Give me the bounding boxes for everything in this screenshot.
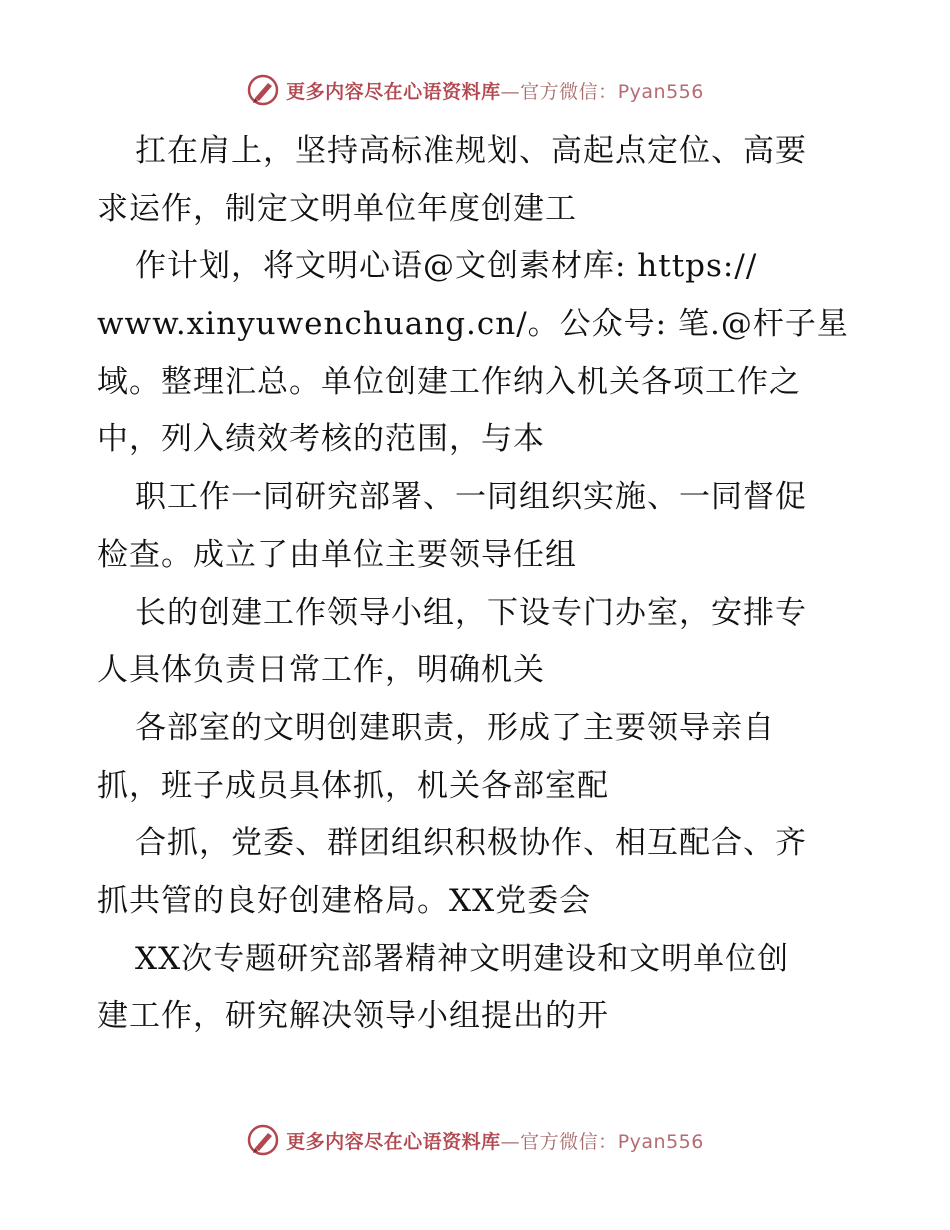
paragraph-line: 长的创建工作领导小组，下设专门办室，安排专: [135, 594, 807, 631]
watermark-text: [286, 77, 704, 104]
watermark-contact: 官方微信：: [520, 80, 618, 103]
watermark-brand: 更多内容尽在心语资料库: [286, 80, 501, 103]
paragraph-line: 作计划，将文明心语@文创素材库: https://: [135, 248, 758, 285]
watermark-separator: —: [500, 80, 521, 103]
header-watermark: [0, 70, 950, 110]
watermark-text: [286, 1127, 704, 1154]
paragraph-line: 建工作，研究解决领导小组提出的开: [97, 998, 609, 1035]
paragraph-line: 中，列入绩效考核的范围，与本: [97, 421, 545, 458]
watermark-separator: —: [500, 1130, 521, 1153]
paragraph-line: 职工作一同研究部署、一同组织实施、一同督促: [135, 479, 807, 516]
paragraph-line: 抓，班子成员具体抓，机关各部室配: [97, 767, 609, 804]
watermark-id: Pyan556: [617, 80, 704, 103]
paragraph-line: 人具体负责日常工作，明确机关: [97, 652, 545, 689]
document-body: [97, 123, 857, 1046]
pen-logo-icon: [246, 1123, 280, 1157]
paragraph-line: 各部室的文明创建职责，形成了主要领导亲自: [135, 709, 775, 746]
watermark-contact: 官方微信：: [520, 1130, 618, 1153]
paragraph-line: 求运作，制定文明单位年度创建工: [97, 190, 577, 227]
paragraph-line: 合抓，党委、群团组织积极协作、相互配合、齐: [135, 825, 807, 862]
footer-watermark: [0, 1120, 950, 1160]
paragraph-line: 扛在肩上，坚持高标准规划、高起点定位、高要: [135, 133, 807, 169]
pen-logo-icon: [246, 73, 280, 107]
paragraph-line: XX次专题研究部署精神文明建设和文明单位创: [135, 940, 790, 977]
paragraph-line: www.xinyuwenchuang.cn/。公众号: 笔.@杆子星: [97, 306, 849, 343]
paragraph-line: 检查。成立了由单位主要领导任组: [97, 536, 577, 573]
watermark-brand: 更多内容尽在心语资料库: [286, 1130, 501, 1153]
watermark-id: Pyan556: [617, 1130, 704, 1153]
paragraph-line: 抓共管的良好创建格局。XX党委会: [97, 882, 592, 919]
paragraph-line: 域。整理汇总。单位创建工作纳入机关各项工作之: [97, 363, 801, 400]
